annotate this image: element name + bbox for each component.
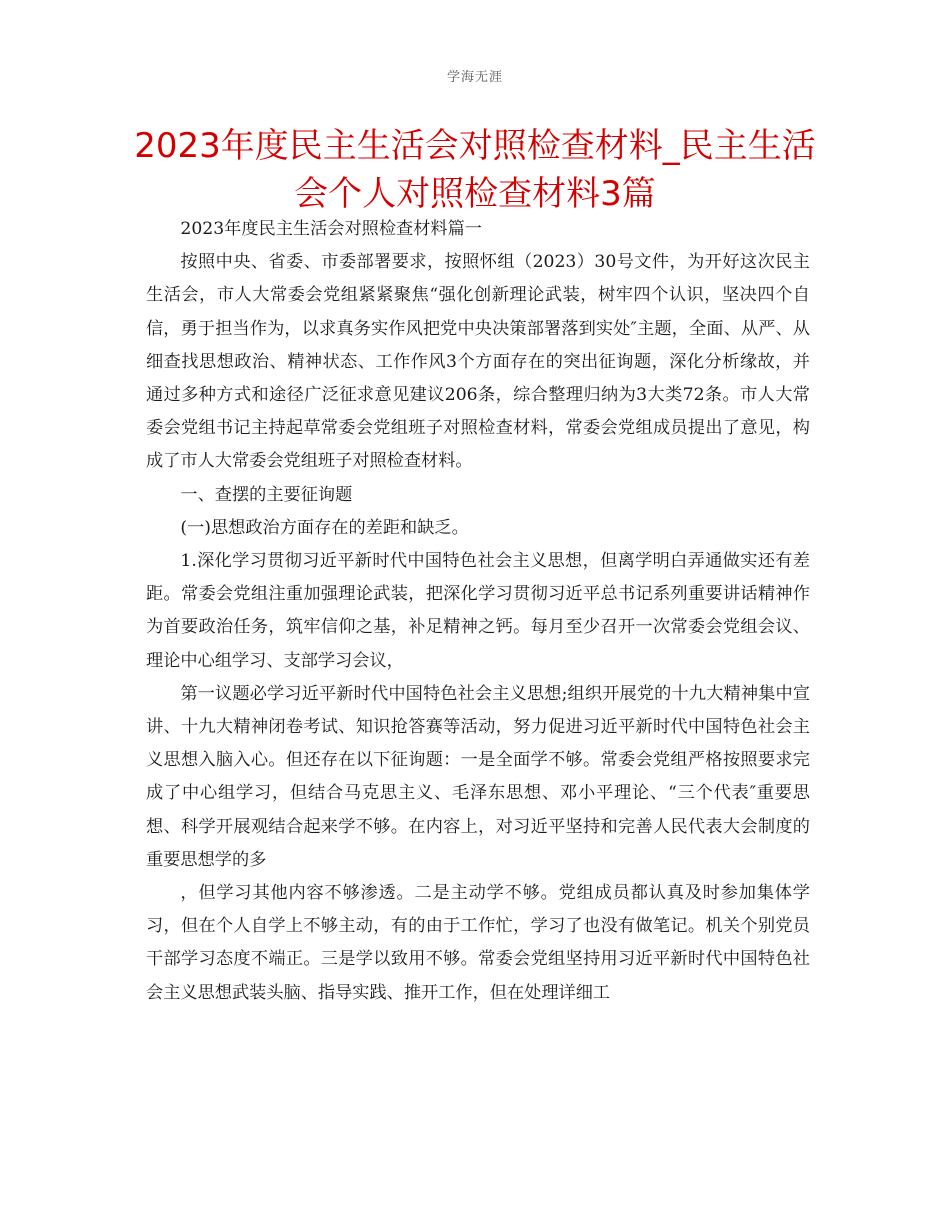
section-heading-main-issues: 一、查摆的主要征询题 <box>180 484 353 505</box>
body-paragraph: ，但学习其他内容不够渗透。二是主动学不够。党组成员都认真及时参加集体学习，但在个人自学上不够主动，有的由于工作忙，学习了也没有做笔记。机关个别党员干部学习态度不端正。三是学以致用不够。常委会党组坚持用习近平新时代中国特色社会主义思想武装头脑、指导实践、推开工作，但在处理详细工 <box>146 883 810 1003</box>
subsection-heading-political: (一)思想政治方面存在的差距和缺乏。 <box>180 517 469 538</box>
body-paragraph: 按照中央、省委、市委部署要求，按照怀组（2023）30号文件，为开好这次民主生活会，市人大常委会党组紧紧聚焦“强化创新理论武装，树牢四个认识，坚决四个自信，勇于担当作为，以求真务实作风把党中央决策部署落到实处″主题，全面、从严、从细查找思想政治、精神状态、工作作风3个方面存在的突出征询题，深化分析缘故，并通过多种方式和途径广泛征求意见建议206条，综合整理归纳为3大类72条。市人大常委会党组书记主持起草常委会党组班子对照检查材料，常委会党组成员提出了意见，构成了市人大常委会党组班子对照检查材料。 <box>146 252 810 472</box>
document-title: 2023年度民主生活会对照检查材料_民主生活会个人对照检查材料3篇 <box>134 126 816 214</box>
document-body <box>146 213 810 1010</box>
header-watermark-text: 学海无涯 <box>446 70 503 85</box>
body-paragraph: 1.深化学习贯彻习近平新时代中国特色社会主义思想，但离学明白弄通做实还有差距。常委会党组注重加强理论武装，把深化学习贯彻习近平总书记系列重要讲话精神作为首要政治任务，筑牢信仰之基，补足精神之钙。每月至少召开一次常委会党组会议、理论中心组学习、支部学习会议， <box>146 551 810 671</box>
body-paragraph: 第一议题必学习近平新时代中国特色社会主义思想;组织开展党的十九大精神集中宣讲、十九大精神闭卷考试、知识抢答赛等活动，努力促进习近平新时代中国特色社会主义思想入脑入心。但还存在以下征询题：一是全面学不够。常委会党组严格按照要求完成了中心组学习，但结合马克思主义、毛泽东思想、邓小平理论、“三个代表″重要思想、科学开展观结合起来学不够。在内容上，对习近平坚持和完善人民代表大会制度的重要思想学的多 <box>146 683 810 870</box>
section-heading-part-one: 2023年度民主生活会对照检查材料篇一 <box>180 219 482 239</box>
